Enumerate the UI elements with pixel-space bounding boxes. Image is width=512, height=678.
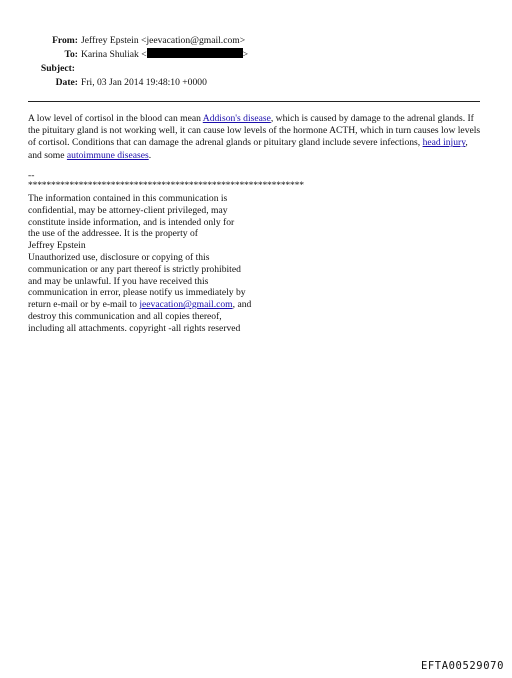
email-header: [0, 34, 512, 90]
addisons-disease-link[interactable]: Addison's disease: [202, 113, 271, 124]
date-label: Date:: [55, 77, 78, 88]
notice-line: constitute inside information, and is intended only for: [28, 216, 235, 228]
notice-line: the use of the addressee. It is the property of: [28, 228, 198, 240]
notice-line: The information contained in this communication is: [28, 193, 228, 204]
from-row: [0, 34, 512, 48]
signature-dashes: --: [28, 170, 35, 181]
body-text-3: , and some: [28, 137, 468, 161]
signature-stars: ************************************************************: [28, 180, 304, 191]
notice-line: destroy this communication and all copies thereof,: [28, 310, 222, 322]
subject-row: [0, 62, 512, 76]
from-value: Jeffrey Epstein <jeevacation@gmail.com>: [81, 35, 246, 46]
date-value: Fri, 03 Jan 2014 19:48:10 +0000: [81, 77, 207, 88]
notice-line: communication in error, please notify us immediately by: [28, 287, 246, 299]
body-text-2: , which is caused by damage to the adrenal glands. If the pituitary gland is not working well, it can cause low levels of the hormone ACTH, which in turn causes low levels of cortisol. Conditions that can damage the adrenal glands or pituitary gland include severe infections,: [28, 113, 481, 149]
to-value: [81, 48, 248, 62]
to-name: Karina Shuliak <: [81, 49, 147, 60]
notice-text: return e-mail or by e-mail to: [28, 299, 140, 311]
subject-label: Subject:: [40, 63, 75, 74]
notice-line: including all attachments. copyright -all rights reserved: [28, 322, 241, 334]
notice-line: and may be unlawful. If you have received this: [28, 275, 209, 287]
notice-text: , and: [232, 299, 252, 311]
to-row: [0, 48, 512, 62]
notice-line: Jeffrey Epstein: [28, 240, 86, 252]
autoimmune-diseases-link[interactable]: autoimmune diseases: [66, 149, 149, 161]
date-row: [0, 76, 512, 90]
to-end: >: [242, 49, 249, 60]
document-id: EFTA00529070: [420, 660, 504, 672]
notice-line: communication or any part thereof is strictly prohibited: [28, 263, 241, 275]
notice-line: [28, 299, 298, 311]
body-text-4: .: [148, 149, 152, 161]
to-label: To:: [64, 49, 78, 60]
from-label: From:: [52, 35, 78, 46]
head-injury-link[interactable]: head injury: [422, 137, 466, 149]
redaction-box: [147, 48, 243, 58]
notice-line: confidential, may be attorney-client privileged, may: [28, 204, 228, 216]
email-body: [28, 113, 483, 162]
notice-line: Unauthorized use, disclosure or copying of this: [28, 251, 210, 263]
email-link[interactable]: jeevacation@gmail.com: [139, 299, 233, 311]
header-divider: [28, 101, 480, 102]
body-text-1: A low level of cortisol in the blood can mean: [28, 113, 203, 124]
confidentiality-notice: [28, 193, 298, 335]
